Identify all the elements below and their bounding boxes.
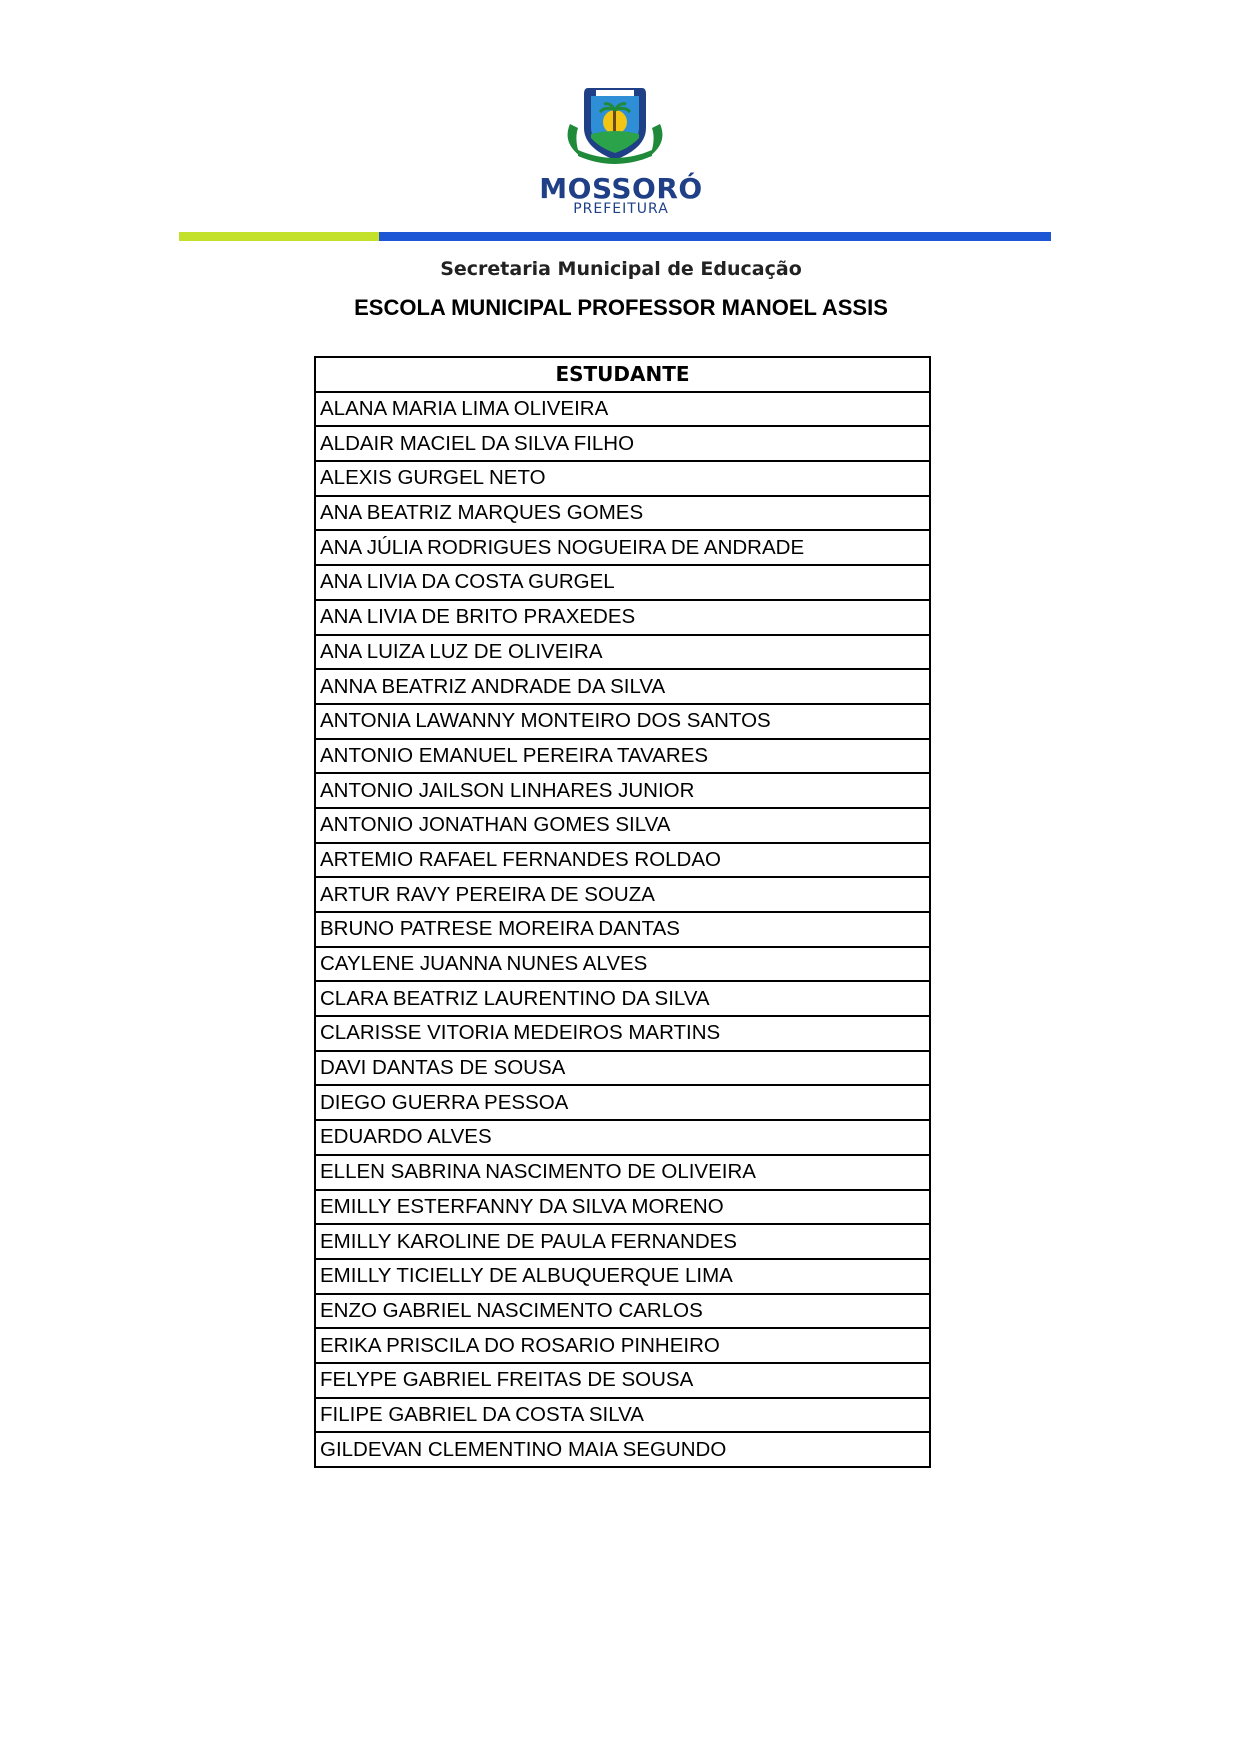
student-name: ARTEMIO RAFAEL FERNANDES ROLDAO bbox=[315, 843, 930, 878]
student-name: CLARISSE VITORIA MEDEIROS MARTINS bbox=[315, 1016, 930, 1051]
table-row bbox=[315, 392, 930, 427]
student-name: ANTONIO JONATHAN GOMES SILVA bbox=[315, 808, 930, 843]
student-name: ANTONIA LAWANNY MONTEIRO DOS SANTOS bbox=[315, 704, 930, 739]
secretaria-title: Secretaria Municipal de Educação bbox=[440, 258, 802, 280]
table-row bbox=[315, 981, 930, 1016]
table-row bbox=[315, 565, 930, 600]
brand-name: MOSSORÓ bbox=[539, 172, 703, 205]
table-row bbox=[315, 1120, 930, 1155]
table-row bbox=[315, 1224, 930, 1259]
table-row bbox=[315, 1190, 930, 1225]
table-row bbox=[315, 1016, 930, 1051]
student-table bbox=[314, 356, 931, 1468]
table-row bbox=[315, 704, 930, 739]
brand-subtitle: PREFEITURA bbox=[573, 201, 669, 217]
table-row bbox=[315, 1085, 930, 1120]
student-name: EDUARDO ALVES bbox=[315, 1120, 930, 1155]
table-row bbox=[315, 912, 930, 947]
table-row bbox=[315, 843, 930, 878]
student-name: ELLEN SABRINA NASCIMENTO DE OLIVEIRA bbox=[315, 1155, 930, 1190]
header-accent-bar-green bbox=[179, 232, 379, 241]
student-name: BRUNO PATRESE MOREIRA DANTAS bbox=[315, 912, 930, 947]
student-name: EMILLY ESTERFANNY DA SILVA MORENO bbox=[315, 1190, 930, 1225]
student-name: FELYPE GABRIEL FREITAS DE SOUSA bbox=[315, 1363, 930, 1398]
table-row bbox=[315, 808, 930, 843]
table-row bbox=[315, 739, 930, 774]
table-row bbox=[315, 1398, 930, 1433]
student-name: ANA LIVIA DA COSTA GURGEL bbox=[315, 565, 930, 600]
table-row bbox=[315, 1294, 930, 1329]
table-row bbox=[315, 1259, 930, 1294]
table-row bbox=[315, 1051, 930, 1086]
table-row bbox=[315, 496, 930, 531]
student-name: ALEXIS GURGEL NETO bbox=[315, 461, 930, 496]
table-row bbox=[315, 1363, 930, 1398]
student-name: ANNA BEATRIZ ANDRADE DA SILVA bbox=[315, 669, 930, 704]
student-name: DIEGO GUERRA PESSOA bbox=[315, 1085, 930, 1120]
student-name: ANA LIVIA DE BRITO PRAXEDES bbox=[315, 600, 930, 635]
student-name: DAVI DANTAS DE SOUSA bbox=[315, 1051, 930, 1086]
table-row bbox=[315, 1432, 930, 1467]
school-title: ESCOLA MUNICIPAL PROFESSOR MANOEL ASSIS bbox=[354, 295, 888, 320]
student-name: ERIKA PRISCILA DO ROSARIO PINHEIRO bbox=[315, 1328, 930, 1363]
student-name: ANTONIO JAILSON LINHARES JUNIOR bbox=[315, 773, 930, 808]
table-row bbox=[315, 635, 930, 670]
student-name: ALDAIR MACIEL DA SILVA FILHO bbox=[315, 426, 930, 461]
column-header-estudante: ESTUDANTE bbox=[315, 357, 930, 392]
student-name: ENZO GABRIEL NASCIMENTO CARLOS bbox=[315, 1294, 930, 1329]
student-name: ANA BEATRIZ MARQUES GOMES bbox=[315, 496, 930, 531]
table-row bbox=[315, 877, 930, 912]
table-row bbox=[315, 1155, 930, 1190]
student-name: EMILLY KAROLINE DE PAULA FERNANDES bbox=[315, 1224, 930, 1259]
table-header-row bbox=[315, 357, 930, 392]
student-name: FILIPE GABRIEL DA COSTA SILVA bbox=[315, 1398, 930, 1433]
table-row bbox=[315, 426, 930, 461]
student-name: ANTONIO EMANUEL PEREIRA TAVARES bbox=[315, 739, 930, 774]
student-name: ANA JÚLIA RODRIGUES NOGUEIRA DE ANDRADE bbox=[315, 530, 930, 565]
table-row bbox=[315, 461, 930, 496]
student-name: ALANA MARIA LIMA OLIVEIRA bbox=[315, 392, 930, 427]
mossoro-coat-of-arms-logo bbox=[560, 84, 670, 164]
header-accent-bar-blue bbox=[379, 232, 1051, 241]
student-name: CAYLENE JUANNA NUNES ALVES bbox=[315, 947, 930, 982]
table-row bbox=[315, 600, 930, 635]
student-name: EMILLY TICIELLY DE ALBUQUERQUE LIMA bbox=[315, 1259, 930, 1294]
table-row bbox=[315, 530, 930, 565]
table-row bbox=[315, 1328, 930, 1363]
table-row bbox=[315, 947, 930, 982]
student-name: ANA LUIZA LUZ DE OLIVEIRA bbox=[315, 635, 930, 670]
table-row bbox=[315, 669, 930, 704]
student-name: ARTUR RAVY PEREIRA DE SOUZA bbox=[315, 877, 930, 912]
table-row bbox=[315, 773, 930, 808]
student-name: GILDEVAN CLEMENTINO MAIA SEGUNDO bbox=[315, 1432, 930, 1467]
student-name: CLARA BEATRIZ LAURENTINO DA SILVA bbox=[315, 981, 930, 1016]
